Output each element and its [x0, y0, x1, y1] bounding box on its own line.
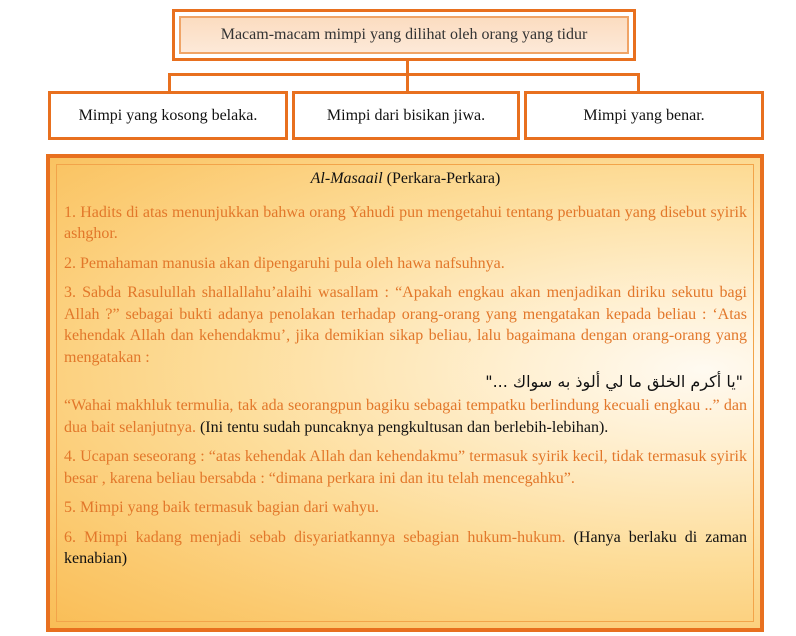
point-1: 1. Hadits di atas menunjukkan bahwa orang Yahudi pun mengetahui tentang perbuatan yang disebut syirik ashghor.	[64, 203, 747, 242]
translation-quote	[64, 395, 747, 438]
point-4: 4. Ucapan seseorang : “atas kehendak Allah dan kehendakmu” termasuk syirik kecil, tidak termasuk syirik besar , karena beliau bersabda : “dimana perkara ini dan itu telah mencegahku”.	[64, 448, 747, 487]
point-5: 5. Mimpi yang baik termasuk bagian dari wahyu.	[64, 499, 380, 516]
connector-drop-left	[168, 73, 171, 91]
point-3: 3. Sabda Rasulullah shallallahu’alaihi wasallam : “Apakah engkau akan menjadikan diriku sekutu bagi Allah ?” sebagai bukti adanya penolakan terhadap orang-orang yang mengatakan kepada beliau : ‘Atas kehendak Allah dan kehendakmu’, jika demikian sikap beliau, lalu bagaimana dengan orang-orang yang mengatakan :	[64, 284, 747, 366]
connector-drop-right	[637, 73, 640, 91]
translation-note: (Ini tentu sudah puncaknya pengkultusan dan berlebih-lebihan).	[195, 418, 609, 436]
dream-type-true: Mimpi yang benar.	[524, 91, 764, 140]
dream-type-self-whisper: Mimpi dari bisikan jiwa.	[292, 91, 520, 140]
point-6-note: (Hanya berlaku di zaman kenabian)	[64, 528, 747, 567]
panel-title-rest: (Perkara-Perkara)	[382, 170, 501, 187]
point-6-main: 6. Mimpi kadang menjadi sebab disyariatkannya sebagian hukum-hukum.	[64, 528, 566, 546]
diagram-title-box	[172, 9, 636, 61]
panel-content	[64, 168, 747, 578]
point-6	[64, 527, 747, 570]
point-2: 2. Pemahaman manusia akan dipengaruhi pula oleh hawa nafsuhnya.	[64, 254, 505, 272]
translation-orange: “Wahai makhluk termulia, tak ada seorangpun bagiku sebagai tempatku berlindung kecuali engkau ..” dan dua bait selanjutnya.	[64, 397, 747, 436]
diagram-title: Macam-macam mimpi yang dilihat oleh orang yang tidur	[179, 16, 629, 54]
masaail-panel	[46, 154, 764, 632]
connector-drop-middle	[406, 73, 409, 91]
panel-title	[64, 168, 747, 190]
dream-type-empty: Mimpi yang kosong belaka.	[48, 91, 288, 140]
connector-horizontal	[168, 73, 640, 76]
arabic-quote: "يا أكرم الخلق ما لي ألوذ به سواك ..."	[485, 372, 743, 391]
panel-title-italic: Al-Masaail	[310, 170, 383, 187]
